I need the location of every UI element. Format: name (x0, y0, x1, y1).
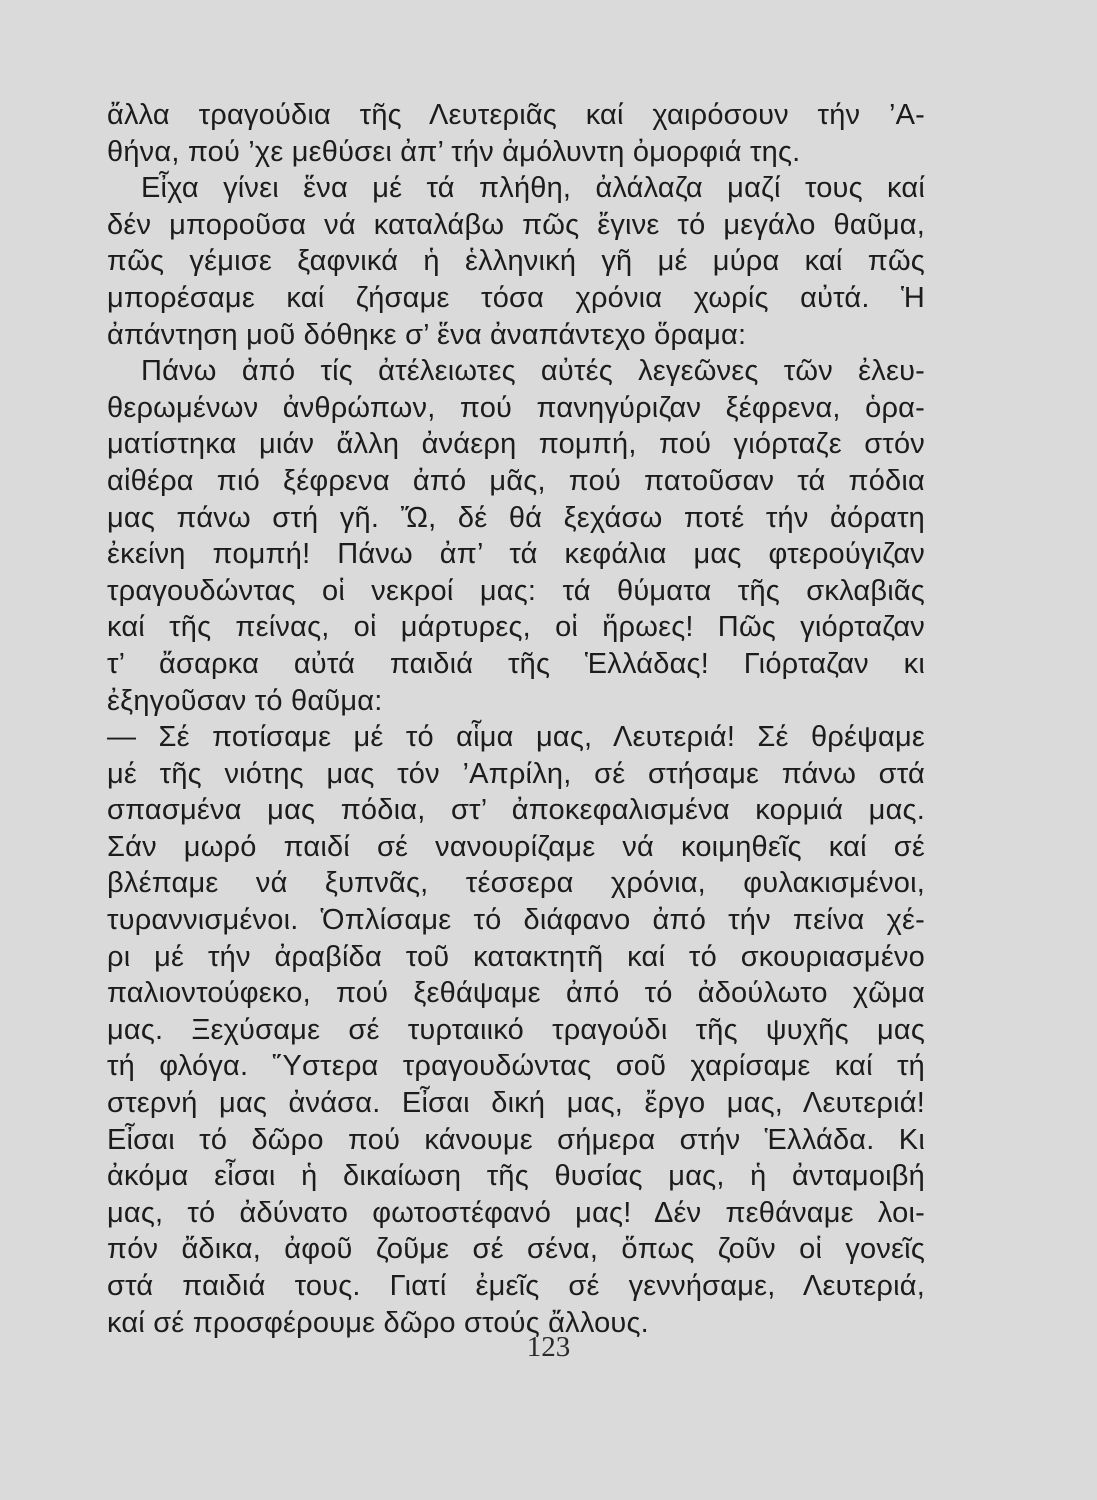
text-line: στερνή μας ἀνάσα. Εἶσαι δική μας, ἔργο μας, Λευτεριά! (107, 1087, 925, 1120)
text-line: καί τῆς πείνας, οἱ μάρτυρες, οἱ ἥρωες! Πῶς γιόρταζαν (107, 611, 925, 644)
text-line: σπασμένα μας πόδια, στ’ ἀποκεφαλισμένα κορμιά μας. (107, 794, 925, 827)
body-text (107, 97, 925, 1341)
text-line: μας, τό ἀδύνατο φωτοστέφανό μας! Δέν πεθάναμε λοι- (107, 1196, 925, 1229)
text-line: ἄλλα τραγούδια τῆς Λευτεριᾶς καί χαιρόσουν τήν ’Α- (107, 99, 925, 131)
page-number: 123 (526, 1331, 571, 1363)
text-line: πόν ἄδικα, ἀφοῦ ζοῦμε σέ σένα, ὅπως ζοῦν οἱ γονεῖς (107, 1233, 925, 1266)
text-line: δέν μποροῦσα νά καταλάβω πῶς ἔγινε τό μεγάλο θαῦμα, (107, 208, 925, 241)
text-line: τή φλόγα. Ὕστερα τραγουδώντας σοῦ χαρίσαμε καί τή (107, 1050, 925, 1083)
text-line: θήνα, πού ’χε μεθύσει ἀπ’ τήν ἀμόλυντη ὀμορφιά της. (107, 135, 801, 168)
text-line: παλιοντούφεκο, πού ξεθάψαμε ἀπό τό ἀδούλωτο χῶμα (107, 977, 925, 1010)
text-line: τ’ ἄσαρκα αὐτά παιδιά τῆς Ἑλλάδας! Γιόρταζαν κι (107, 647, 925, 680)
text-line: Εἶσαι τό δῶρο πού κάνουμε σήμερα στήν Ἑλλάδα. Κι (107, 1123, 925, 1156)
text-line: καί σέ προσφέρουμε δῶρο στούς ἄλλους. (107, 1306, 649, 1339)
text-line: πῶς γέμισε ξαφνικά ἡ ἑλληνική γῆ μέ μύρα καί πῶς (107, 245, 925, 278)
dialogue-start-line: — Σέ ποτίσαμε μέ τό αἷμα μας, Λευτεριά! Σέ θρέψαμε (107, 721, 925, 754)
text-line: Σάν μωρό παιδί σέ νανουρίζαμε νά κοιμηθεῖς καί σέ (107, 830, 925, 863)
text-line: αἰθέρα πιό ξέφρενα ἀπό μᾶς, πού πατοῦσαν τά πόδια (107, 464, 925, 497)
text-line: τραγουδώντας οἱ νεκροί μας: τά θύματα τῆς σκλαβιᾶς (107, 574, 925, 607)
text-line: μέ τῆς νιότης μας τόν ’Απρίλη, σέ στήσαμε πάνω στά (107, 757, 925, 790)
paragraph-start-line: Πάνω ἀπό τίς ἀτέλειωτες αὐτές λεγεῶνες τῶν ἐλευ- (141, 355, 925, 388)
text-line: βλέπαμε νά ξυπνᾶς, τέσσερα χρόνια, φυλακισμένοι, (107, 867, 925, 900)
text-line: ἐξηγοῦσαν τό θαῦμα: (107, 684, 383, 717)
text-line: μας. Ξεχύσαμε σέ τυρταιικό τραγούδι τῆς ψυχῆς μας (107, 1013, 925, 1046)
text-line: ἀπάντηση μοῦ δόθηκε σ’ ἕνα ἀναπάντεχο ὅραμα: (107, 318, 747, 351)
text-line: ἐκείνη πομπή! Πάνω ἀπ’ τά κεφάλια μας φτερούγιζαν (107, 538, 925, 571)
text-line: τυραννισμένοι. Ὁπλίσαμε τό διάφανο ἀπό τήν πείνα χέ- (107, 904, 925, 937)
text-line: θερωμένων ἀνθρώπων, πού πανηγύριζαν ξέφρενα, ὁρα- (107, 391, 925, 424)
text-line: μας πάνω στή γῆ. Ὤ, δέ θά ξεχάσω ποτέ τήν ἀόρατη (107, 501, 925, 534)
text-line: ματίστηκα μιάν ἄλλη ἀνάερη πομπή, πού γιόρταζε στόν (107, 428, 925, 461)
paragraph-start-line: Εἶχα γίνει ἕνα μέ τά πλήθη, ἀλάλαζα μαζί τους καί (141, 172, 925, 205)
text-line: ἀκόμα εἶσαι ἡ δικαίωση τῆς θυσίας μας, ἡ ἀνταμοιβή (107, 1160, 925, 1193)
text-line: στά παιδιά τους. Γιατί ἐμεῖς σέ γεννήσαμε, Λευτεριά, (107, 1270, 925, 1302)
text-line: ρι μέ τήν ἀραβίδα τοῦ κατακτητῆ καί τό σκουριασμένο (107, 940, 925, 973)
text-line: μπορέσαμε καί ζήσαμε τόσα χρόνια χωρίς αὐτά. Ἡ (107, 281, 925, 314)
